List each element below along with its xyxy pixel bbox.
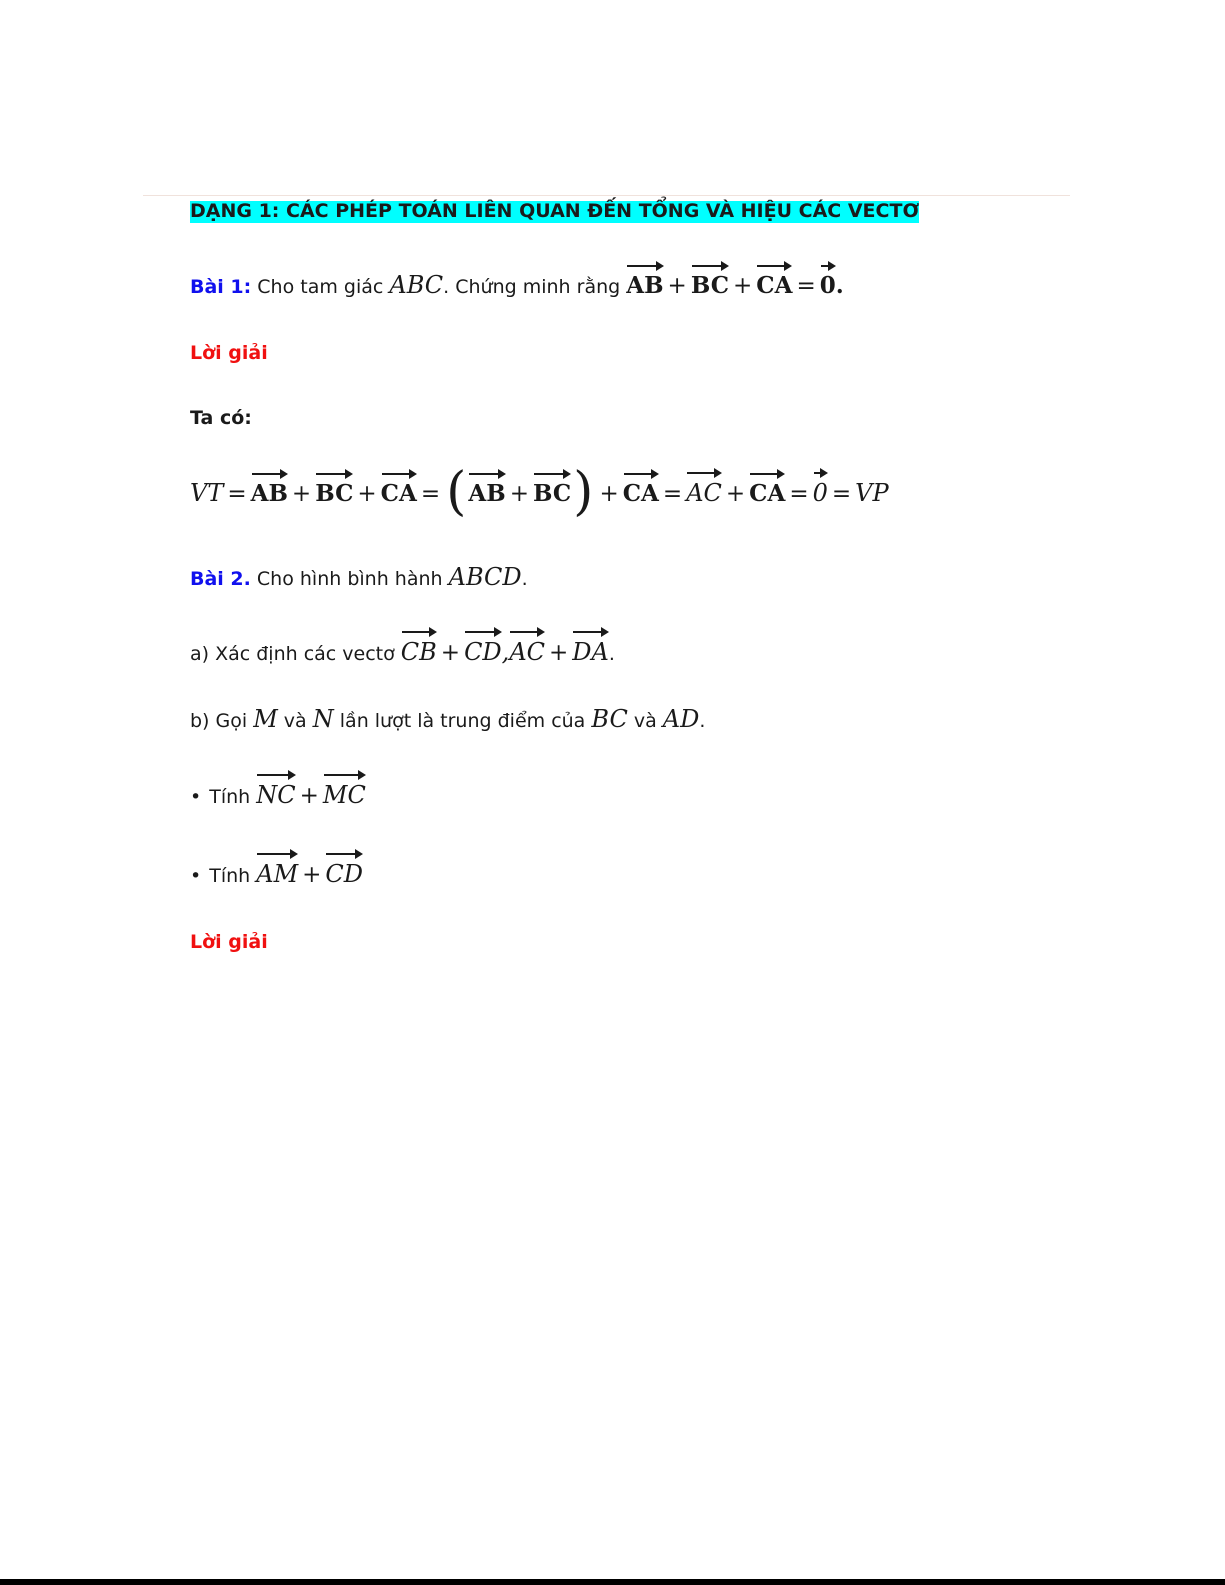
bottom-border	[0, 1579, 1225, 1585]
exercise-1-text: Cho tam giác	[251, 276, 390, 298]
plus-sign: +	[667, 273, 687, 299]
point-n: N	[312, 705, 334, 733]
exercise-1-label: Bài 1:	[190, 276, 252, 298]
equals-sign: =	[420, 481, 441, 507]
segment-ad: AD	[662, 705, 700, 733]
vector-cd: CD	[464, 628, 502, 664]
part-b-text: và	[277, 710, 313, 732]
vector-bc: BC	[533, 470, 571, 505]
vector-nc: NC	[256, 771, 295, 807]
vector-cb: CB	[401, 628, 437, 664]
period: .	[699, 710, 706, 732]
bullet-icon: •	[190, 786, 202, 808]
period: .	[521, 568, 528, 590]
plus-sign: +	[733, 273, 753, 299]
exercise-1	[190, 262, 844, 298]
triangle-abc: ABC	[389, 271, 444, 299]
section-heading: DẠNG 1: CÁC PHÉP TOÁN LIÊN QUAN ĐẾN TỔNG VÀ HIỆU CÁC VECTƠ	[190, 200, 920, 222]
exercise-2-text: Cho hình bình hành	[250, 568, 449, 590]
vector-ac: AC	[686, 469, 722, 505]
point-m: M	[253, 705, 278, 733]
plus-sign: +	[509, 481, 529, 507]
plus-sign: +	[302, 862, 322, 888]
solution-label-1: Lời giải	[190, 342, 268, 364]
exercise-1-text-2: . Chứng minh rằng	[443, 276, 627, 298]
vector-bc: BC	[315, 470, 353, 505]
plus-sign: +	[299, 783, 319, 809]
part-b	[190, 707, 705, 731]
bullet-text: Tính	[209, 786, 257, 808]
vt-symbol: VT	[190, 479, 224, 507]
part-b-text: và	[627, 710, 663, 732]
vector-da: DA	[572, 628, 609, 664]
comma: ,	[501, 638, 510, 666]
vector-ca: CA	[623, 470, 659, 505]
segment-bc: BC	[591, 705, 628, 733]
vector-ac: AC	[509, 628, 545, 664]
equals-sign: =	[662, 481, 683, 507]
plus-sign: +	[357, 481, 377, 507]
vector-cd: CD	[325, 850, 363, 886]
bullet-icon: •	[190, 865, 202, 887]
vector-bc: BC	[691, 262, 729, 297]
vector-ab: AB	[626, 262, 663, 297]
top-divider	[143, 195, 1070, 196]
plus-sign: +	[599, 481, 619, 507]
plus-sign: +	[549, 640, 569, 666]
exercise-2	[190, 565, 528, 589]
vector-zero: 0	[820, 262, 836, 297]
vector-ca: CA	[749, 470, 785, 505]
equals-sign: =	[831, 481, 852, 507]
bullet-item-1	[190, 771, 366, 808]
right-paren: )	[573, 462, 594, 522]
part-a	[190, 628, 615, 665]
vector-ab: AB	[251, 470, 288, 505]
period: .	[835, 272, 844, 299]
equals-sign: =	[796, 273, 816, 299]
vector-ca: CA	[381, 470, 417, 505]
ta-co-label: Ta có:	[190, 407, 252, 429]
vector-mc: MC	[323, 771, 366, 807]
part-b-text: lần lượt là trung điểm của	[333, 710, 592, 732]
period: .	[608, 643, 615, 665]
equals-sign: =	[789, 481, 809, 507]
vector-am: AM	[256, 850, 298, 886]
plus-sign: +	[291, 481, 312, 507]
part-a-text: a) Xác định các vectơ	[190, 643, 401, 665]
vector-ab: AB	[468, 470, 505, 505]
exercise-2-label: Bài 2.	[190, 568, 251, 590]
bullet-item-2	[190, 850, 363, 887]
vector-ca: CA	[756, 262, 792, 297]
part-b-text: b) Gọi	[190, 710, 254, 732]
equation-line	[190, 462, 889, 522]
solution-label-2: Lời giải	[190, 931, 268, 953]
vector-zero: 0	[813, 469, 828, 505]
parallelogram-abcd: ABCD	[448, 563, 522, 591]
plus-sign: +	[440, 640, 461, 666]
equals-sign: =	[227, 481, 247, 507]
left-paren: (	[446, 462, 467, 522]
plus-sign: +	[725, 481, 746, 507]
vp-symbol: VP	[855, 479, 889, 507]
bullet-text: Tính	[209, 865, 257, 887]
